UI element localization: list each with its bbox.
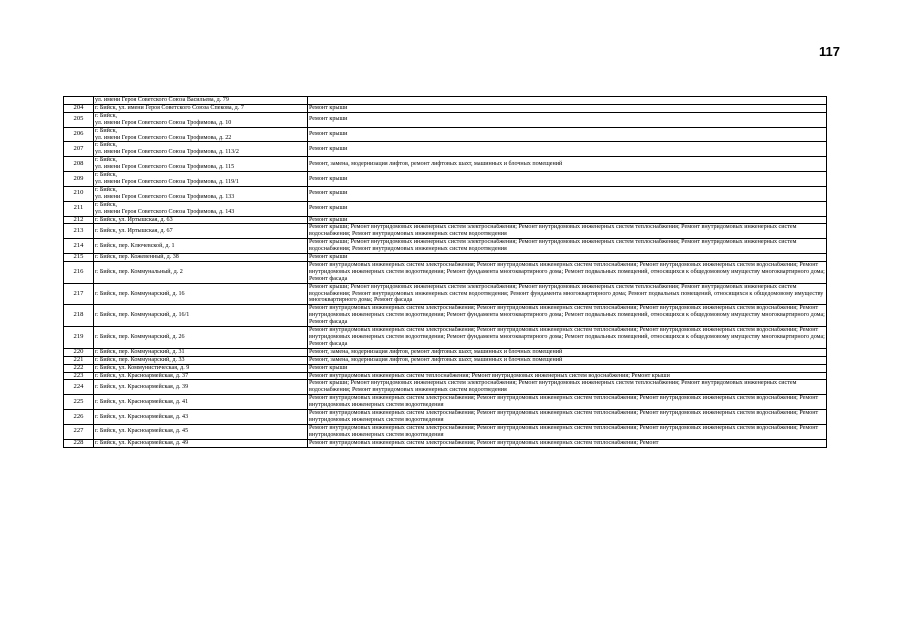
row-number-cell: 228 [64, 439, 94, 447]
row-number-cell: 216 [64, 261, 94, 283]
address-cell: г. Бийск, ул. имени Героя Советского Союза Трофимова, д. 22 [94, 127, 308, 142]
works-cell: Ремонт крыши [308, 186, 827, 201]
row-number-cell: 218 [64, 305, 94, 327]
table-row [64, 104, 827, 112]
address-cell: г. Бийск, ул. имени Героя Советского Союза Трофимова, д. 113/2 [94, 142, 308, 157]
row-number-cell: 215 [64, 254, 94, 262]
address-cell: г. Бийск, ул. Красноармейская, д. 39 [94, 380, 308, 395]
table-row [64, 410, 827, 425]
table-row [64, 380, 827, 395]
table-row [64, 261, 827, 283]
row-number-cell: 205 [64, 112, 94, 127]
address-cell: г. Бийск, ул. имени Героя Советского Союза Трофимова, д. 133 [94, 186, 308, 201]
works-cell: Ремонт крыши [308, 127, 827, 142]
table-row [64, 239, 827, 254]
address-cell: г. Бийск, ул. имени Героя Советского Союза Спекова, д. 7 [94, 104, 308, 112]
row-number-cell: 208 [64, 157, 94, 172]
row-number-cell: 204 [64, 104, 94, 112]
registry-table-body [64, 97, 827, 448]
row-number-cell: 219 [64, 327, 94, 349]
row-number-cell: 222 [64, 364, 94, 372]
row-number-cell: 226 [64, 410, 94, 425]
row-number-cell: 213 [64, 224, 94, 239]
works-cell: Ремонт внутридомовых инженерных систем электроснабжения; Ремонт внутридомовых инженерных систем теплоснабжения; Ремонт внутридомовых инженерных систем водоснабжения; Ремонт внутридомовых инженерных систем водоотведения [308, 424, 827, 439]
works-cell: Ремонт крыши [308, 254, 827, 262]
table-row [64, 356, 827, 364]
row-number-cell: 210 [64, 186, 94, 201]
row-number-cell: 212 [64, 216, 94, 224]
works-cell: Ремонт внутридомовых инженерных систем электроснабжения; Ремонт внутридомовых инженерных систем теплоснабжения; Ремонт внутридомовых инженерных систем водоснабжения; Ремонт внутридомовых инженерных систем водоотведения [308, 410, 827, 425]
row-number-cell: 224 [64, 380, 94, 395]
table-row [64, 127, 827, 142]
works-cell: Ремонт внутридомовых инженерных систем электроснабжения; Ремонт внутридомовых инженерных систем теплоснабжения; Ремонт внутридомовых инженерных систем водоснабжения; Ремонт внутридомовых инженерных систем водоотведения; Ремонт фундамента многоквартирного дома; Ремонт подвальных помещений, относящихся к общедомовому имуществу многоквартирного дома; Ремонт фасада [309, 327, 825, 347]
table-row [64, 424, 827, 439]
address-cell: г. Бийск, пер. Коммунальный, д. 2 [94, 261, 308, 283]
works-cell: Ремонт внутридомовых инженерных систем теплоснабжения; Ремонт внутридомовых инженерных систем водоснабжения; Ремонт крыши [308, 372, 827, 380]
row-number-cell: 221 [64, 356, 94, 364]
works-cell: Ремонт крыши; Ремонт внутридомовых инженерных систем электроснабжения; Ремонт внутридомовых инженерных систем теплоснабжения; Ремонт внутридомовых инженерных систем водоснабжения; Ремонт внутридомовых инженерных систем водоотведения [308, 380, 827, 395]
address-cell: г. Бийск, ул. имени Героя Советского Союза Трофимова, д. 115 [94, 157, 308, 172]
works-cell: Ремонт крыши [308, 142, 827, 157]
works-cell: Ремонт крыши; Ремонт внутридомовых инженерных систем электроснабжения; Ремонт внутридомовых инженерных систем теплоснабжения; Ремонт внутридомовых инженерных систем водоснабжения; Ремонт внутридомовых инженерных систем водоотведения [308, 224, 827, 239]
table-row [64, 224, 827, 239]
works-cell: Ремонт, замена, модернизация лифтов, ремонт лифтовых шахт, машинных и блочных помещений [308, 356, 827, 364]
address-cell: г. Бийск, пер. Коммунарский, д. 16/1 [94, 305, 308, 327]
works-cell: Ремонт крыши; Ремонт внутридомовых инженерных систем электроснабжения; Ремонт внутридомовых инженерных систем теплоснабжения; Ремонт внутридомовых инженерных систем водоснабжения; Ремонт внутридомовых инженерных систем водоотведения; Ремонт фундамента многоквартирного дома; Ремонт подвальных помещений, относящихся к общедомовому имуществу многоквартирного дома; Ремонт фасада [308, 283, 827, 305]
page-number: 117 [819, 44, 840, 59]
table-row [64, 364, 827, 372]
address-cell: г. Бийск, ул. имени Героя Советского Союза Трофимова, д. 143 [94, 201, 308, 216]
table-row [64, 172, 827, 187]
works-cell: Ремонт крыши [308, 364, 827, 372]
table-row [64, 201, 827, 216]
row-number-cell: 217 [64, 283, 94, 305]
address-cell: ул. имени Героя Советского Союза Васильева, д. 79 [94, 97, 308, 105]
row-number-cell: 206 [64, 127, 94, 142]
table-row [64, 157, 827, 172]
works-cell: Ремонт внутридомовых инженерных систем электроснабжения; Ремонт внутридомовых инженерных систем теплоснабжения; Ремонт внутридомовых инженерных систем водоснабжения; Ремонт внутридомовых инженерных систем водоотведения; Ремонт фундамента многоквартирного дома; Ремонт подвальных помещений, относящихся к общедомовому имуществу многоквартирного дома; Ремонт фасада [309, 261, 825, 282]
row-number-cell: 207 [64, 142, 94, 157]
address-cell: г. Бийск, пер. Коммунарский, д. 31 [94, 348, 308, 356]
address-cell: г. Бийск, ул. Иртышская, д. 67 [94, 224, 308, 239]
works-cell: Ремонт крыши [308, 104, 827, 112]
table-row [64, 395, 827, 410]
table-row [64, 327, 827, 349]
table-row [64, 348, 827, 356]
row-number-cell: 225 [64, 395, 94, 410]
row-number-cell: 211 [64, 201, 94, 216]
address-cell: г. Бийск, ул. Красноармейская, д. 43 [94, 410, 308, 425]
address-cell: г. Бийск, ул. Красноармейская, д. 41 [94, 395, 308, 410]
address-cell: г. Бийск, ул. имени Героя Советского Союза Трофимова, д. 119/1 [94, 172, 308, 187]
address-cell: г. Бийск, пер. Кожевенный, д. 38 [94, 254, 308, 262]
works-cell: Ремонт внутридомовых инженерных систем электроснабжения; Ремонт внутридомовых инженерных систем теплоснабжения; Ремонт [308, 439, 827, 447]
table-row [64, 97, 827, 105]
address-cell: г. Бийск, ул. Красноармейская, д. 45 [94, 424, 308, 439]
table-row [64, 186, 827, 201]
works-cell: Ремонт крыши [308, 172, 827, 187]
works-cell: Ремонт крыши [308, 112, 827, 127]
address-cell: г. Бийск, пер. Коммунарский, д. 16 [94, 283, 308, 305]
table-row [64, 283, 827, 305]
row-number-cell: 209 [64, 172, 94, 187]
table-row [64, 439, 827, 447]
works-cell: Ремонт крыши; Ремонт внутридомовых инженерных систем электроснабжения; Ремонт внутридомовых инженерных систем теплоснабжения; Ремонт внутридомовых инженерных систем водоснабжения; Ремонт внутридомовых инженерных систем водоотведения [308, 239, 827, 254]
works-cell [308, 97, 827, 105]
address-cell: г. Бийск, ул. Красноармейская, д. 49 [94, 439, 308, 447]
address-cell: г. Бийск, пер. Коммунарский, д. 26 [94, 327, 308, 349]
address-cell: г. Бийск, ул. имени Героя Советского Союза Трофимова, д. 10 [94, 112, 308, 127]
table-row [64, 372, 827, 380]
address-cell: г. Бийск, пер. Коммунарский, д. 33 [94, 356, 308, 364]
table-row [64, 216, 827, 224]
row-number-cell [64, 97, 94, 105]
table-row [64, 305, 827, 327]
works-cell: Ремонт, замена, модернизация лифтов, ремонт лифтовых шахт, машинных и блочных помещений [308, 348, 827, 356]
address-cell: г. Бийск, ул. Красноармейская, д. 37 [94, 372, 308, 380]
row-number-cell: 220 [64, 348, 94, 356]
works-cell: Ремонт внутридомовых инженерных систем электроснабжения; Ремонт внутридомовых инженерных систем теплоснабжения; Ремонт внутридомовых инженерных систем водоснабжения; Ремонт внутридомовых инженерных систем водоотведения; Ремонт фундамента многоквартирного дома; Ремонт подвальных помещений, относящихся к общедомовому имуществу многоквартирного дома; Ремонт фасада [309, 305, 825, 326]
registry-table [63, 96, 827, 448]
works-cell: Ремонт внутридомовых инженерных систем электроснабжения; Ремонт внутридомовых инженерных систем теплоснабжения; Ремонт внутридомовых инженерных систем водоснабжения; Ремонт внутридомовых инженерных систем водоотведения [308, 395, 827, 410]
address-cell: г. Бийск, ул. Иртышская, д. 63 [94, 216, 308, 224]
table-row [64, 254, 827, 262]
works-cell: Ремонт, замена, модернизация лифтов, ремонт лифтовых шахт, машинных и блочных помещений [308, 157, 827, 172]
row-number-cell: 227 [64, 424, 94, 439]
address-cell: г. Бийск, пер. Ключевской, д. 1 [94, 239, 308, 254]
table-row [64, 142, 827, 157]
table-row [64, 112, 827, 127]
address-cell: г. Бийск, ул. Коммунистическая, д. 9 [94, 364, 308, 372]
works-cell: Ремонт крыши [308, 216, 827, 224]
works-cell: Ремонт крыши [308, 201, 827, 216]
row-number-cell: 223 [64, 372, 94, 380]
row-number-cell: 214 [64, 239, 94, 254]
